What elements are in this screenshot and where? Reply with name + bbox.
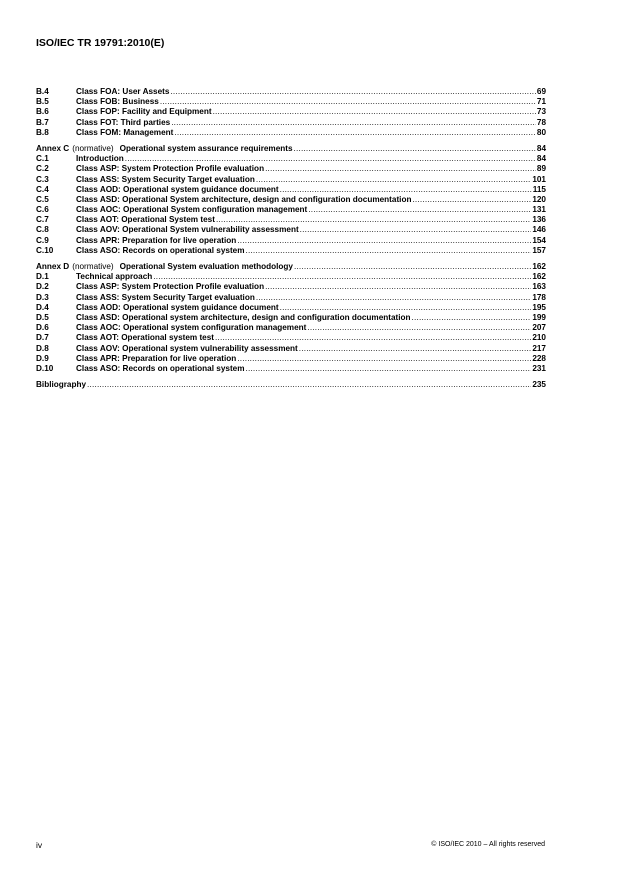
leader-dots (294, 262, 531, 272)
annex-c-title: Operational system assurance requirements (119, 143, 293, 153)
toc-entry-number: D.10 (36, 363, 54, 373)
toc-entry-number: C.2 (36, 164, 49, 174)
toc-entry-title: Class APR: Preparation for live operation (76, 235, 237, 245)
toc-entry-title: Class AOT: Operational System test (76, 215, 215, 225)
toc-entry-title: Class ASP: System Protection Profile evaluation (76, 282, 265, 292)
table-of-contents (36, 87, 546, 390)
toc-entry-number: D.3 (36, 292, 49, 302)
toc-entry-page: 73 (536, 107, 546, 117)
toc-entry-number: D.7 (36, 333, 49, 343)
toc-entry-title: Class ASO: Records on operational system (76, 245, 245, 255)
leader-dots (160, 97, 536, 107)
toc-entry-number: D.6 (36, 323, 49, 333)
toc-entry[interactable] (36, 97, 546, 107)
annex-c-label: Annex C (36, 143, 70, 153)
toc-entry[interactable] (36, 323, 546, 333)
annex-b-entries (36, 87, 546, 138)
toc-entry[interactable] (36, 175, 546, 185)
leader-dots (280, 185, 532, 195)
toc-entry-title: Class AOD: Operational system guidance document (76, 184, 279, 194)
bibliography-title: Bibliography (36, 380, 87, 390)
toc-entry-page: 115 (532, 184, 546, 194)
toc-entry-title: Class AOV: Operational system vulnerability assessment (76, 343, 298, 353)
toc-entry-page: 217 (532, 343, 546, 353)
toc-entry-number: C.7 (36, 215, 49, 225)
annex-d-heading[interactable] (36, 262, 546, 272)
toc-entry-title: Class FOA: User Assets (76, 87, 170, 96)
bibliography-page: 235 (532, 380, 546, 390)
leader-dots (299, 344, 532, 354)
toc-entry[interactable] (36, 282, 546, 292)
leader-dots (174, 128, 536, 138)
toc-entry[interactable] (36, 272, 546, 282)
toc-entry-number: C.1 (36, 154, 49, 164)
toc-entry-page: 78 (536, 117, 546, 127)
bibliography-entry[interactable] (36, 380, 546, 390)
toc-entry-title: Technical approach (76, 272, 153, 282)
toc-entry-page: 146 (532, 225, 546, 235)
leader-dots (256, 175, 532, 185)
toc-entry-page: 157 (532, 245, 546, 255)
leader-dots (125, 154, 536, 164)
toc-entry[interactable] (36, 128, 546, 138)
toc-entry-title: Class ASD: Operational System architecture, design and configuration documentation (76, 194, 412, 204)
leader-dots (237, 354, 531, 364)
toc-entry-page: 120 (532, 194, 546, 204)
annex-c-page: 84 (536, 143, 546, 153)
leader-dots (300, 225, 532, 235)
toc-entry-page: 69 (536, 87, 546, 96)
leader-dots (412, 195, 531, 205)
toc-entry-number: D.1 (36, 272, 49, 282)
toc-entry-title: Class APR: Preparation for live operation (76, 353, 237, 363)
toc-entry-page: 195 (532, 302, 546, 312)
annex-d-label: Annex D (36, 262, 70, 271)
toc-entry-number: C.4 (36, 184, 49, 194)
toc-entry-page: 154 (532, 235, 546, 245)
toc-entry-title: Class ASS: System Security Target evaluation (76, 174, 255, 184)
toc-entry-title: Class FOM: Management (76, 127, 174, 137)
toc-entry[interactable] (36, 185, 546, 195)
annex-d-page: 162 (532, 262, 546, 271)
toc-entry[interactable] (36, 354, 546, 364)
toc-entry-page: 131 (532, 205, 546, 215)
leader-dots (412, 313, 532, 323)
toc-entry-number: B.5 (36, 97, 49, 107)
toc-entry-number: B.6 (36, 107, 49, 117)
leader-dots (246, 364, 532, 374)
toc-entry-number: C.6 (36, 205, 49, 215)
leader-dots (265, 164, 536, 174)
toc-entry-page: 84 (536, 154, 546, 164)
toc-entry[interactable] (36, 313, 546, 323)
toc-entry-number: C.8 (36, 225, 49, 235)
toc-entry-page: 199 (532, 312, 546, 322)
toc-entry-page: 207 (532, 323, 546, 333)
annex-c-heading[interactable] (36, 144, 546, 154)
toc-entry[interactable] (36, 107, 546, 117)
toc-entry-page: 228 (532, 353, 546, 363)
toc-entry-title: Class FOP: Facility and Equipment (76, 107, 212, 117)
leader-dots (170, 87, 535, 97)
toc-entry[interactable] (36, 225, 546, 235)
toc-entry[interactable] (36, 118, 546, 128)
toc-entry-page: 231 (532, 363, 546, 373)
toc-entry[interactable] (36, 364, 546, 374)
toc-entry-number: C.5 (36, 194, 49, 204)
leader-dots (307, 323, 531, 333)
toc-entry-page: 101 (532, 174, 546, 184)
toc-entry-page: 136 (532, 215, 546, 225)
toc-entry-title: Class ASO: Records on operational system (76, 363, 245, 373)
toc-entry-number: B.4 (36, 87, 49, 96)
page-number: iv (36, 840, 43, 850)
toc-entry-title: Class AOT: Operational system test (76, 333, 215, 343)
toc-entry-page: 210 (532, 333, 546, 343)
toc-entry[interactable] (36, 333, 546, 343)
leader-dots (153, 272, 531, 282)
toc-entry-page: 162 (532, 272, 546, 282)
leader-dots (280, 303, 532, 313)
toc-entry[interactable] (36, 164, 546, 174)
toc-entry-number: D.5 (36, 312, 49, 322)
toc-entry-number: D.9 (36, 353, 49, 363)
leader-dots (294, 144, 536, 154)
leader-dots (216, 215, 531, 225)
toc-entry-title: Class ASP: System Protection Profile evaluation (76, 164, 265, 174)
annex-d-title: Operational System evaluation methodology (119, 262, 293, 271)
toc-entry-title: Class AOD: Operational system guidance document (76, 302, 279, 312)
toc-entry-number: D.8 (36, 343, 49, 353)
leader-dots (213, 107, 536, 117)
toc-entry-title: Introduction (76, 154, 124, 164)
toc-entry-number: B.8 (36, 127, 49, 137)
toc-entry-number: C.9 (36, 235, 49, 245)
toc-entry-number: D.2 (36, 282, 49, 292)
toc-entry[interactable] (36, 303, 546, 313)
toc-entry-title: Class AOV: Operational System vulnerability assessment (76, 225, 299, 235)
leader-dots (237, 236, 531, 246)
toc-entry-page: 80 (536, 127, 546, 137)
annex-d-entries (36, 272, 546, 374)
leader-dots (256, 293, 532, 303)
toc-entry[interactable] (36, 154, 546, 164)
toc-entry-title: Class ASS: System Security Target evaluation (76, 292, 255, 302)
toc-entry[interactable] (36, 195, 546, 205)
toc-entry-number: D.4 (36, 302, 49, 312)
toc-entry[interactable] (36, 293, 546, 303)
toc-entry[interactable] (36, 236, 546, 246)
leader-dots (246, 246, 532, 256)
leader-dots (308, 205, 531, 215)
toc-entry-title: Class FOB: Business (76, 97, 159, 107)
leader-dots (215, 333, 531, 343)
annex-d-normative: (normative) (72, 262, 114, 271)
annex-c-normative: (normative) (72, 143, 114, 153)
toc-entry[interactable] (36, 246, 546, 256)
toc-entry-number: C.10 (36, 245, 54, 255)
document-header: ISO/IEC TR 19791:2010(E) (36, 37, 165, 49)
leader-dots (171, 118, 536, 128)
copyright-notice: © ISO/IEC 2010 – All rights reserved (431, 841, 545, 848)
toc-entry-page: 89 (536, 164, 546, 174)
toc-entry-title: Class AOC: Operational system configuration management (76, 323, 307, 333)
annex-c-entries (36, 154, 546, 256)
toc-entry-title: Class FOT: Third parties (76, 117, 171, 127)
toc-entry-page: 71 (536, 97, 546, 107)
toc-entry-page: 178 (532, 292, 546, 302)
leader-dots (87, 380, 531, 390)
toc-entry-number: B.7 (36, 117, 49, 127)
toc-entry[interactable] (36, 87, 546, 97)
toc-entry[interactable] (36, 344, 546, 354)
toc-entry[interactable] (36, 205, 546, 215)
toc-entry-title: Class ASD: Operational system architecture, design and configuration documentation (76, 312, 411, 322)
leader-dots (265, 282, 531, 292)
toc-entry[interactable] (36, 215, 546, 225)
toc-entry-title: Class AOC: Operational System configuration management (76, 205, 308, 215)
toc-entry-page: 163 (532, 282, 546, 292)
toc-entry-number: C.3 (36, 174, 49, 184)
